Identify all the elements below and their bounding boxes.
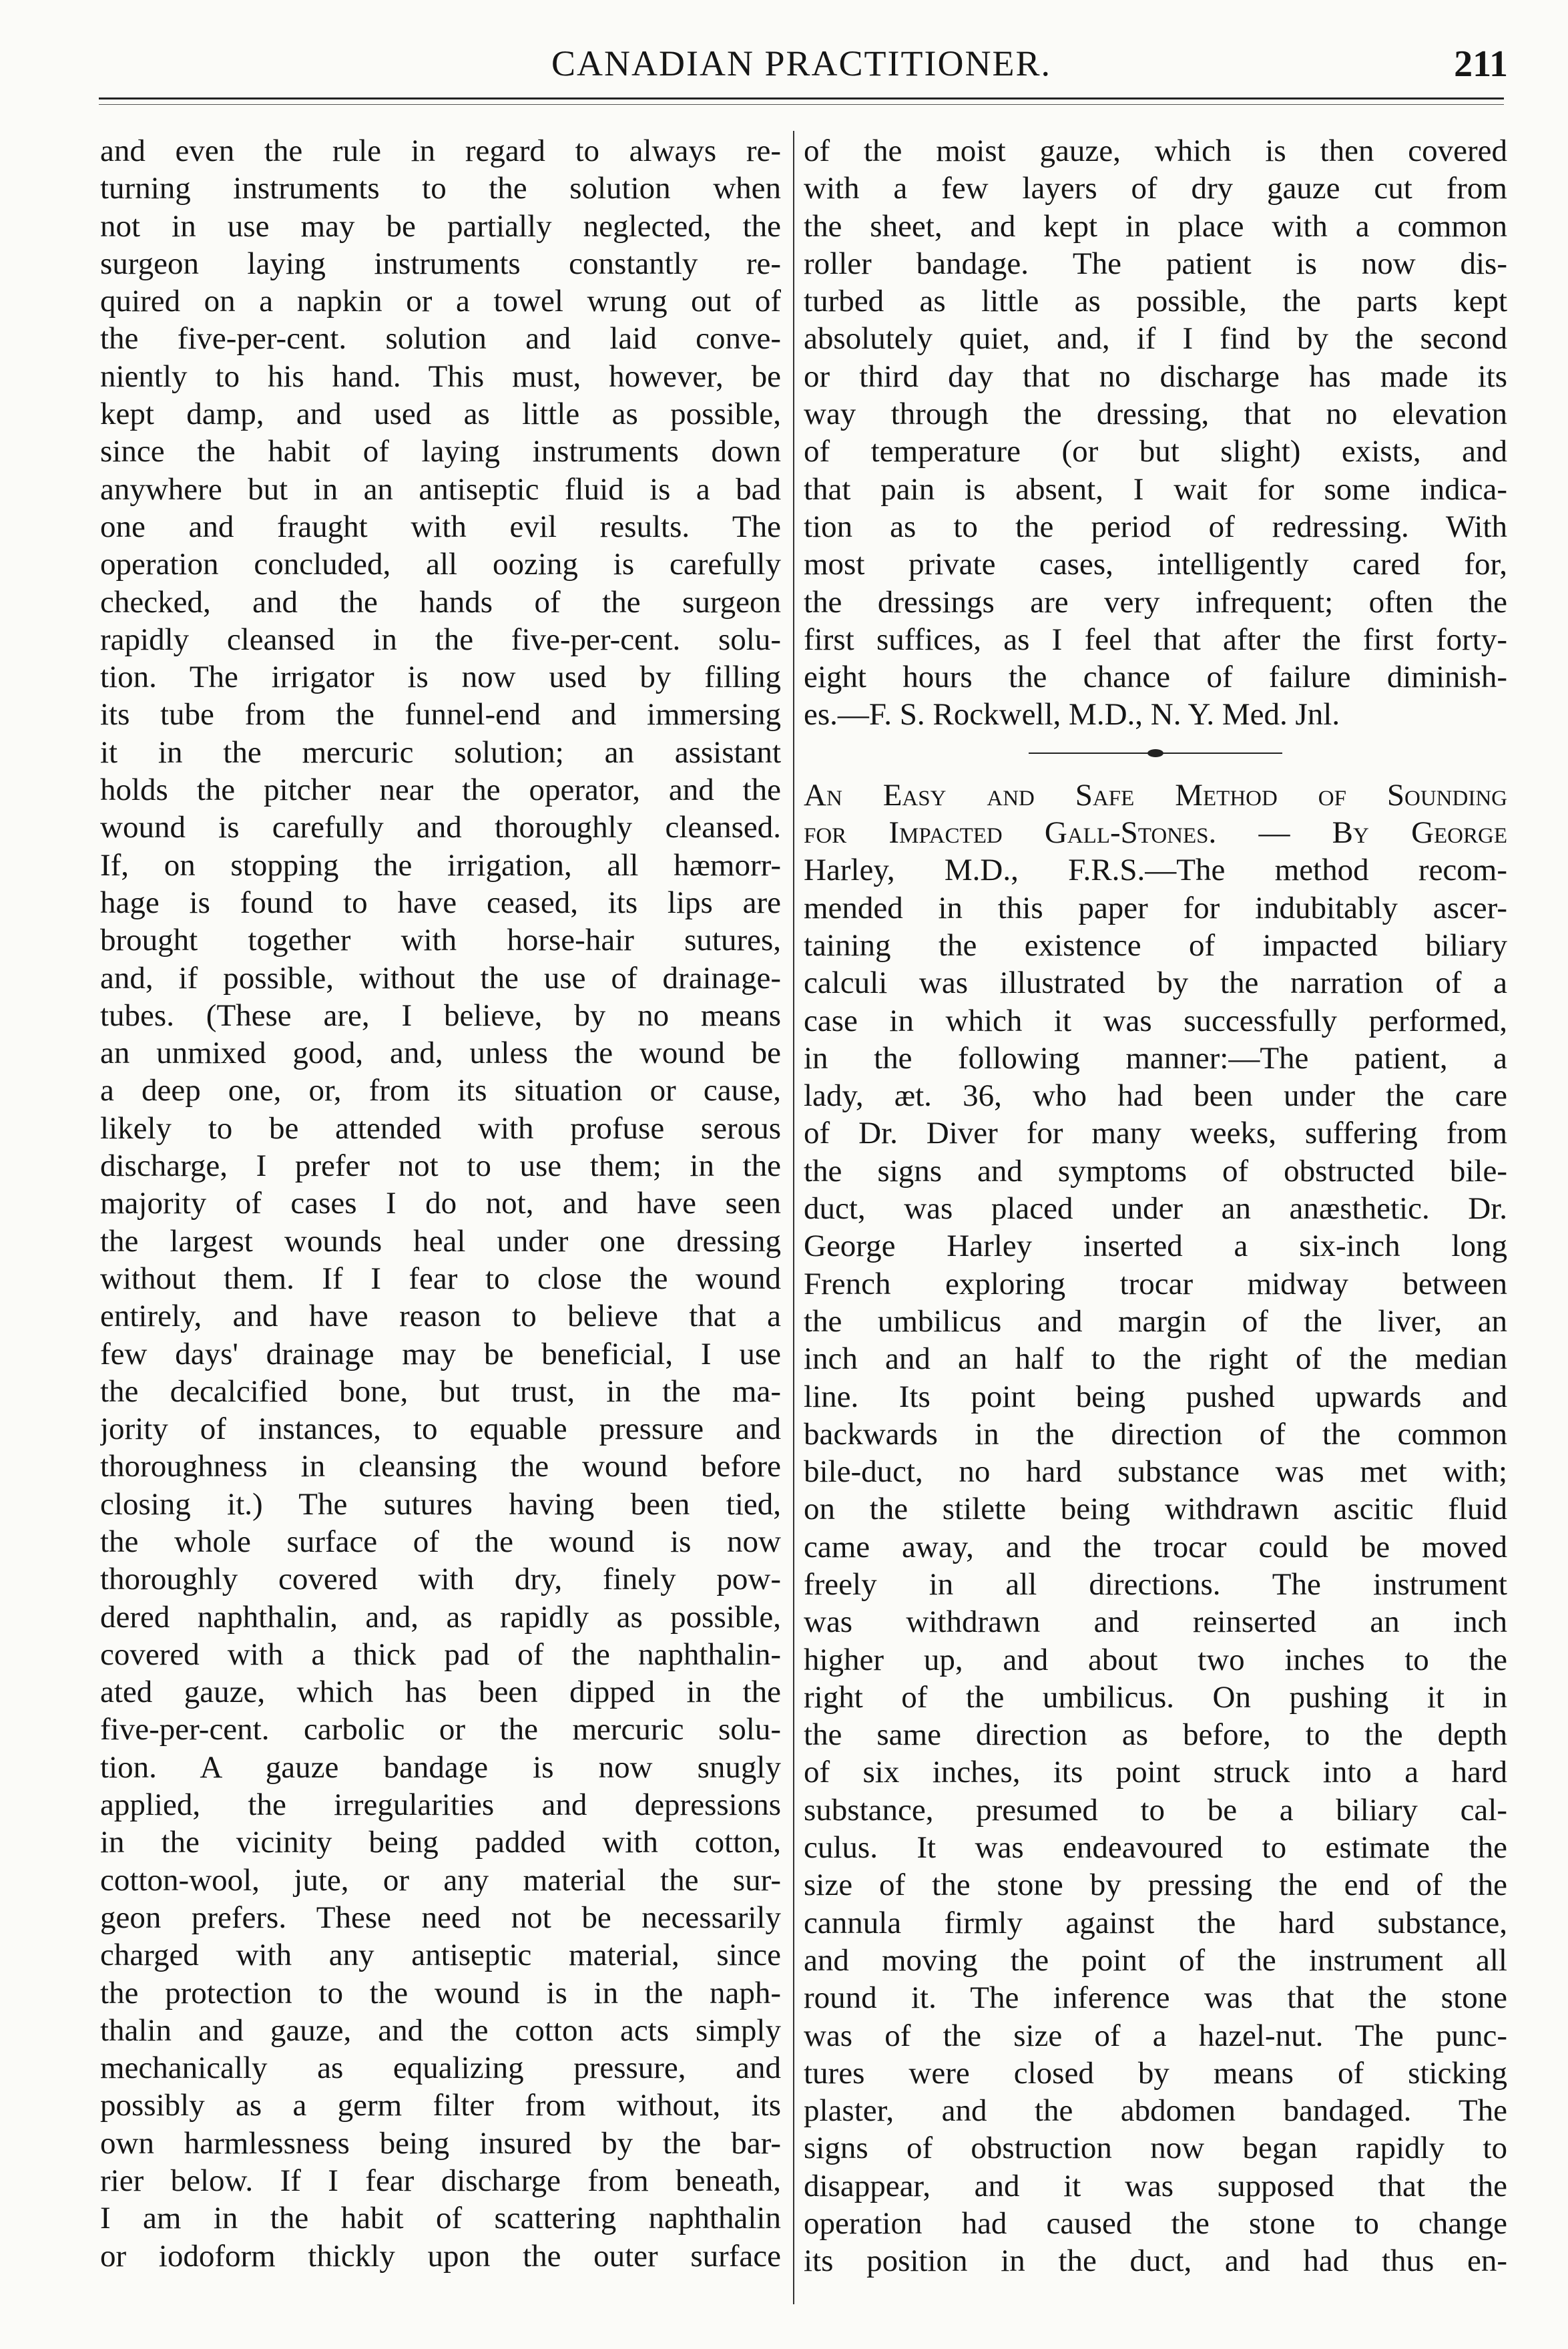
text-line: niently to his hand. This must, however, be [100, 359, 781, 394]
text-line: roller bandage. The patient is now dis- [804, 246, 1507, 281]
text-line: majority of cases I do not, and have seen [100, 1186, 781, 1221]
text-line: If, on stopping the irrigation, all hæmorr- [100, 847, 781, 883]
text-line: possibly as a germ filter from without, its [100, 2088, 781, 2123]
text-line: its tube from the funnel-end and immersing [100, 697, 781, 732]
text-line: applied, the irregularities and depressions [100, 1787, 781, 1823]
journal-title: CANADIAN PRACTITIONER. [551, 43, 1051, 83]
text-line: turning instruments to the solution when [100, 171, 781, 206]
text-line: or third day that no discharge has made its [804, 359, 1507, 394]
text-line: tion. The irrigator is now used by filling [100, 660, 781, 695]
text-line: mechanically as equalizing pressure, and [100, 2051, 781, 2086]
column-divider [793, 131, 794, 2304]
text-line: five-per-cent. carbolic or the mercuric solu- [100, 1712, 781, 1747]
text-line: tion. A gauze bandage is now snugly [100, 1749, 781, 1785]
text-line: Harley, M.D., F.R.S.—The method recom- [804, 853, 1507, 888]
text-line: charged with any antiseptic material, since [100, 1938, 781, 1973]
text-line: tures were closed by means of sticking [804, 2055, 1507, 2091]
text-line: a deep one, or, from its situation or cause, [100, 1073, 781, 1108]
text-line: the sheet, and kept in place with a common [804, 208, 1507, 244]
text-line: thoroughness in cleansing the wound before [100, 1449, 781, 1484]
text-line: signs of obstruction now began rapidly to [804, 2131, 1507, 2166]
text-line: entirely, and have reason to believe that a [100, 1299, 781, 1334]
text-line: it in the mercuric solution; an assistant [100, 734, 781, 770]
text-line: jority of instances, to equable pressure and [100, 1412, 781, 1447]
text-line: operation concluded, all oozing is carefully [100, 547, 781, 582]
text-line: inch and an half to the right of the median [804, 1341, 1507, 1377]
text-line: the protection to the wound is in the naph- [100, 1975, 781, 2010]
text-line: freely in all directions. The instrument [804, 1566, 1507, 1602]
text-line: its position in the duct, and had thus en- [804, 2244, 1507, 2279]
text-line: likely to be attended with profuse serous [100, 1110, 781, 1146]
text-line: that pain is absent, I wait for some indica- [804, 471, 1507, 507]
text-line: closing it.) The sutures having been tied, [100, 1486, 781, 1522]
text-line: of six inches, its point struck into a hard [804, 1755, 1507, 1790]
text-line: disappear, and it was supposed that the [804, 2168, 1507, 2203]
text-line: covered with a thick pad of the naphthalin- [100, 1637, 781, 1672]
text-line: bile-duct, no hard substance was met with; [804, 1454, 1507, 1490]
text-line: hage is found to have ceased, its lips are [100, 885, 781, 920]
text-line: thalin and gauze, and the cotton acts simply [100, 2012, 781, 2048]
text-line: An Easy and Safe Method of Sounding [804, 777, 1507, 813]
text-line: discharge, I prefer not to use them; in the [100, 1148, 781, 1184]
text-line: kept damp, and used as little as possible, [100, 397, 781, 432]
text-line: quired on a napkin or a towel wrung out of [100, 284, 781, 319]
text-line: holds the pitcher near the operator, and the [100, 773, 781, 808]
text-line: most private cases, intelligently cared for, [804, 547, 1507, 582]
text-line: surgeon laying instruments constantly re- [100, 246, 781, 281]
text-line: of temperature (or but slight) exists, and [804, 434, 1507, 469]
text-line: with a few layers of dry gauze cut from [804, 171, 1507, 206]
text-line: absolutely quiet, and, if I find by the second [804, 321, 1507, 357]
header-rule [99, 97, 1504, 99]
text-line: and even the rule in regard to always re- [100, 134, 781, 168]
text-line: or iodoform thickly upon the outer surface [100, 2238, 781, 2274]
left-column [100, 132, 781, 2275]
text-line: own harmlessness being insured by the bar- [100, 2125, 781, 2161]
header-rule-thin [99, 104, 1504, 105]
text-line: for Impacted Gall-Stones. — By George [804, 815, 1507, 851]
text-line: of Dr. Diver for many weeks, suffering from [804, 1116, 1507, 1151]
text-line: calculi was illustrated by the narration of a [804, 966, 1507, 1001]
text-line: was withdrawn and reinserted an inch [804, 1605, 1507, 1640]
text-line: not in use may be partially neglected, the [100, 208, 781, 244]
text-line: right of the umbilicus. On pushing it in [804, 1679, 1507, 1715]
text-line: dered naphthalin, and, as rapidly as possible, [100, 1599, 781, 1635]
text-line: the decalcified bone, but trust, in the ma- [100, 1373, 781, 1409]
text-line: plaster, and the abdomen bandaged. The [804, 2093, 1507, 2129]
text-line: since the habit of laying instruments down [100, 434, 781, 469]
text-line: in the following manner:—The patient, a [804, 1040, 1507, 1076]
text-line: the umbilicus and margin of the liver, an [804, 1303, 1507, 1339]
text-line: George Harley inserted a six-inch long [804, 1229, 1507, 1264]
text-line: in the vicinity being padded with cotton, [100, 1825, 781, 1860]
text-line: ated gauze, which has been dipped in the [100, 1675, 781, 1710]
text-line: on the stilette being withdrawn ascitic fluid [804, 1492, 1507, 1527]
page-number: 211 [1454, 43, 1508, 85]
text-line: duct, was placed under an anæsthetic. Dr. [804, 1191, 1507, 1227]
text-line: the signs and symptoms of obstructed bile- [804, 1153, 1507, 1189]
text-line: the same direction as before, to the depth [804, 1717, 1507, 1753]
text-line: backwards in the direction of the common [804, 1416, 1507, 1452]
text-line: without them. If I fear to close the wound [100, 1261, 781, 1296]
text-line: the largest wounds heal under one dressing [100, 1223, 781, 1259]
text-line: operation had caused the stone to change [804, 2206, 1507, 2241]
text-line: French exploring trocar midway between [804, 1266, 1507, 1301]
text-line: higher up, and about two inches to the [804, 1642, 1507, 1677]
text-line: lady, æt. 36, who had been under the care [804, 1078, 1507, 1114]
text-line: line. Its point being pushed upwards and [804, 1379, 1507, 1414]
text-line: substance, presumed to be a biliary cal- [804, 1792, 1507, 1828]
text-line: es.—F. S. Rockwell, M.D., N. Y. Med. Jnl. [804, 697, 1340, 732]
text-line: thoroughly covered with dry, finely pow- [100, 1562, 781, 1597]
text-line: turbed as little as possible, the parts kept [804, 284, 1507, 319]
article-harley-gall-stones [804, 777, 1507, 2280]
text-line: of the moist gauze, which is then covered [804, 134, 1507, 168]
text-line: was of the size of a hazel-nut. The punc- [804, 2018, 1507, 2053]
text-line: few days' drainage may be beneficial, I use [100, 1336, 781, 1371]
text-line: one and fraught with evil results. The [100, 509, 781, 544]
right-column [804, 132, 1507, 2280]
text-line: case in which it was successfully performed, [804, 1003, 1507, 1038]
text-line: and moving the point of the instrument all [804, 1942, 1507, 1978]
text-line: rapidly cleansed in the five-per-cent. solu- [100, 622, 781, 657]
text-line: round it. The inference was that the stone [804, 1980, 1507, 2016]
text-line: culus. It was endeavoured to estimate the [804, 1830, 1507, 1866]
text-line: size of the stone by pressing the end of the [804, 1868, 1507, 1903]
article-rockwell [804, 132, 1507, 734]
text-line: way through the dressing, that no elevation [804, 397, 1507, 432]
text-line: the five-per-cent. solution and laid conve- [100, 321, 781, 357]
text-line: came away, and the trocar could be moved [804, 1529, 1507, 1564]
text-line: checked, and the hands of the surgeon [100, 584, 781, 620]
section-divider-ornament [1029, 753, 1282, 754]
text-line: the whole surface of the wound is now [100, 1524, 781, 1559]
text-line: cotton-wool, jute, or any material the sur- [100, 1862, 781, 1898]
text-line: wound is carefully and thoroughly cleansed. [100, 810, 781, 845]
text-line: eight hours the chance of failure diminish- [804, 660, 1507, 695]
text-line: first suffices, as I feel that after the first forty- [804, 622, 1507, 657]
text-line: geon prefers. These need not be necessarily [100, 1900, 781, 1935]
text-line: and, if possible, without the use of drainage- [100, 960, 781, 996]
text-line: mended in this paper for indubitably ascer- [804, 890, 1507, 925]
text-line: tubes. (These are, I believe, by no means [100, 998, 781, 1033]
text-line: cannula firmly against the hard substance, [804, 1905, 1507, 1940]
text-line: tion as to the period of redressing. With [804, 509, 1507, 544]
text-line: taining the existence of impacted biliary [804, 927, 1507, 963]
running-header [88, 39, 1515, 85]
text-line: an unmixed good, and, unless the wound be [100, 1036, 781, 1071]
text-line: the dressings are very infrequent; often the [804, 584, 1507, 620]
text-line: I am in the habit of scattering naphthalin [100, 2201, 781, 2236]
text-line: anywhere but in an antiseptic fluid is a bad [100, 471, 781, 507]
text-line: brought together with horse-hair sutures, [100, 923, 781, 958]
text-line: rier below. If I fear discharge from beneath, [100, 2163, 781, 2199]
